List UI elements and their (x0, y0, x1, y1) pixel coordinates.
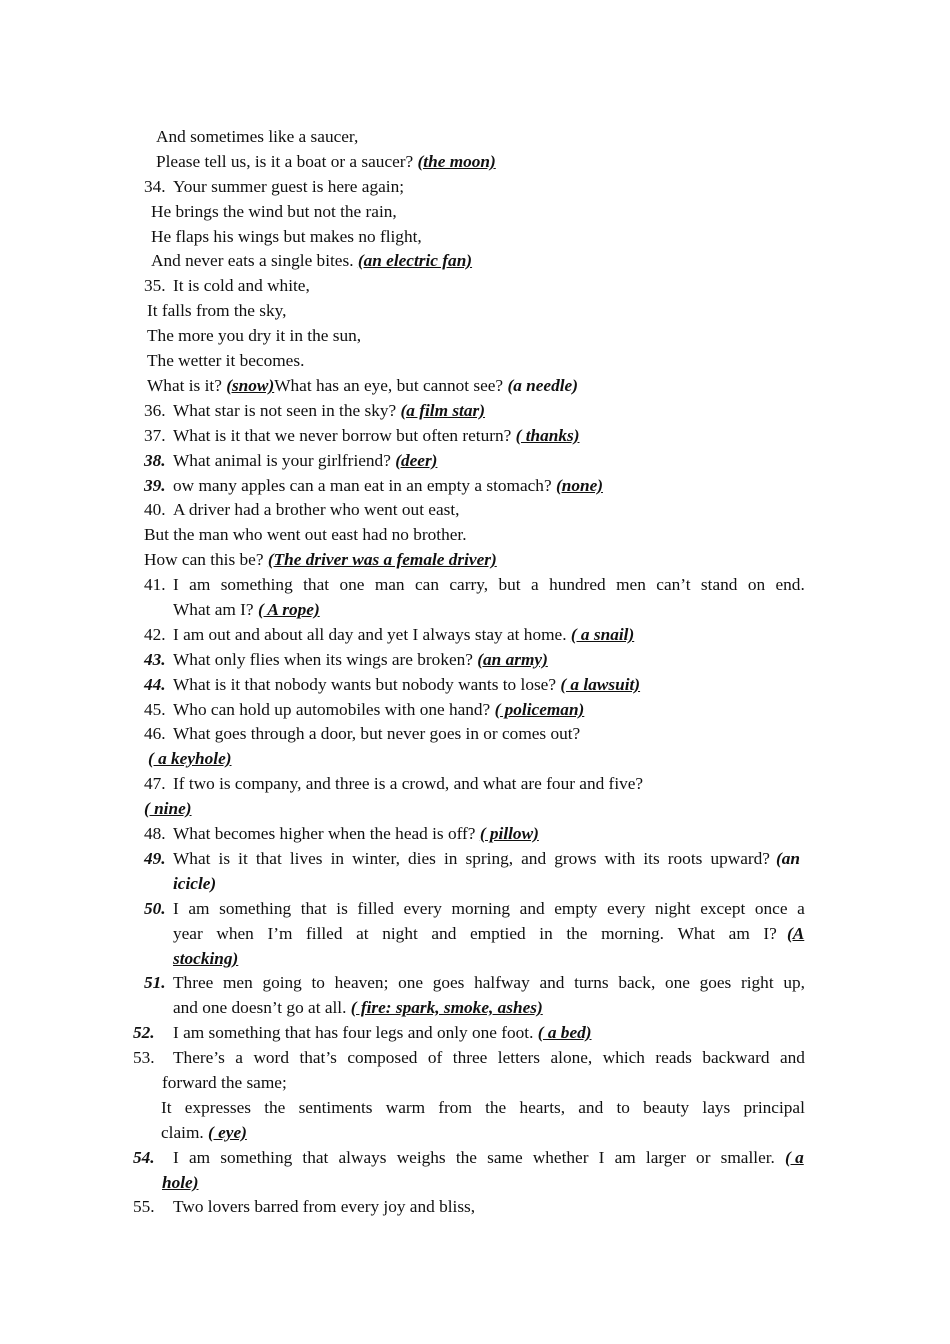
riddle-43: 43. What only flies when its wings are broken? (an army) (144, 650, 548, 669)
riddle-54-answer-part2: hole) (162, 1173, 199, 1192)
word: carry, (449, 575, 489, 594)
word: it (238, 849, 248, 868)
word: halfway (474, 973, 530, 992)
word: that’s (299, 1048, 337, 1067)
riddle-45: 45. Who can hold up automobiles with one hand? ( policeman) (144, 700, 585, 719)
word: something (220, 575, 293, 594)
riddle-54-justified (173, 1145, 775, 1170)
riddle-33-answer: (the moon) (417, 152, 496, 171)
riddle-41-line-2: What am I? ( A rope) (173, 600, 320, 619)
word: am (189, 575, 211, 594)
riddle-34-line-3: He flaps his wings but makes no flight, (151, 227, 422, 246)
word: am (188, 1148, 211, 1167)
word: something (219, 899, 292, 918)
riddle-35-line-4: The wetter it becomes. (147, 351, 305, 370)
riddle-53-justified-1 (173, 1045, 805, 1070)
word: every (403, 899, 442, 918)
word: one (339, 575, 365, 594)
riddle-40-line-2: But the man who went out east had no brother. (144, 525, 467, 544)
word: night (382, 924, 418, 943)
word: men (616, 575, 646, 594)
word: Three (173, 973, 214, 992)
word: am (188, 899, 210, 918)
word: is (218, 849, 231, 868)
riddle-53-answer: ( eye) (208, 1123, 247, 1142)
riddle-53-line-1: 53. There’s a word that’s composed of three letters alone, which reads backward and (0, 1045, 950, 1070)
riddle-47: 47. If two is company, and three is a crowd, and what are four and five? (144, 774, 644, 793)
word: one (664, 973, 690, 992)
word: What (173, 849, 211, 868)
word: a (530, 575, 539, 594)
needle-answer: (a needle) (507, 376, 578, 395)
word: heaven; (334, 973, 389, 992)
riddle-52: 52. I am something that has four legs and only one foot. ( a bed) (133, 1023, 592, 1042)
word: beauty (643, 1098, 690, 1117)
riddle-49-answer-part1: (an (776, 849, 801, 868)
word: weighs (396, 1148, 446, 1167)
word: hundred (549, 575, 606, 594)
word: and (519, 899, 545, 918)
word: What (677, 924, 716, 943)
word: that (300, 899, 327, 918)
word: but (498, 575, 521, 594)
riddle-34-line-2: He brings the wind but not the rain, (151, 202, 397, 221)
word: from (438, 1098, 472, 1117)
word: the (485, 1098, 507, 1117)
word: and (578, 1098, 604, 1117)
word: dies (408, 849, 436, 868)
riddle-35-line-1: 35. It is cold and white, (0, 273, 950, 298)
word: a (797, 899, 805, 918)
riddle-48-answer: ( pillow) (479, 824, 539, 843)
riddle-40-line-1: 40. A driver had a brother who went out east, (144, 500, 460, 519)
riddle-53-line-2: forward the same; (162, 1073, 287, 1092)
word: I’m (267, 924, 293, 943)
word: back, (618, 973, 656, 992)
riddle-34-line-4: And never eats a single bites. (an electric fan) (151, 251, 473, 270)
riddle-42: 42. I am out and about all day and yet I always stay at home. ( a snail) (144, 625, 635, 644)
riddle-35-line-2: It falls from the sky, (147, 301, 287, 320)
word: turns (574, 973, 609, 992)
word: right (740, 973, 774, 992)
riddle-50-line-3 (0, 946, 950, 971)
word: filled (357, 899, 394, 918)
word: spring, (465, 849, 514, 868)
riddle-36-answer: (a film star) (400, 401, 485, 420)
riddle-38-answer: (deer) (395, 451, 438, 470)
riddle-53-line-4: claim. ( eye) (161, 1123, 247, 1142)
word: or (696, 1148, 711, 1167)
word: I? (763, 924, 777, 943)
riddle-51-answer: ( fire: spark, smoke, ashes) (350, 998, 543, 1017)
riddle-51-line-1: 51. Three men going to heaven; one goes halfway and turns back, one goes right up, (0, 970, 950, 995)
word: in (330, 849, 345, 868)
riddle-44-answer: ( a lawsuit) (560, 675, 641, 694)
word: smaller. (720, 1148, 775, 1167)
word: that (302, 1148, 329, 1167)
word: of (427, 1048, 443, 1067)
riddle-54-line-2 (0, 1170, 950, 1195)
riddle-50-line-1: 50. I am something that is filled every morning and empty every night except once a (0, 896, 950, 921)
word: except (700, 899, 746, 918)
word: can (414, 575, 439, 594)
riddle-49-answer-part2: icicle) (173, 874, 217, 893)
riddle-35-line-5: What is it? (snow)What has an eye, but cannot see? (a needle) (147, 376, 578, 395)
word: with (604, 849, 636, 868)
word: I (173, 899, 179, 918)
word: its (643, 849, 660, 868)
word: principal (743, 1098, 805, 1117)
word: goes (432, 973, 465, 992)
word: sentiments (298, 1098, 373, 1117)
word: expresses (184, 1098, 252, 1117)
word: grows (554, 849, 597, 868)
word: to (311, 973, 325, 992)
word: composed (347, 1048, 418, 1067)
riddle-47-answer-line (0, 796, 950, 821)
riddle-49-justified (173, 846, 770, 871)
riddle-51-line-2: and one doesn’t go at all. ( fire: spark, smoke, ashes) (173, 998, 543, 1017)
riddle-39: 39. ow many apples can a man eat in an empty a stomach? (none) (144, 476, 603, 495)
riddle-35-answer: (snow) (226, 376, 275, 395)
word: on (747, 575, 766, 594)
word: am (728, 924, 750, 943)
riddle-37-answer: ( thanks) (515, 426, 580, 445)
riddle-42-answer: ( a snail) (570, 625, 635, 644)
word: same (487, 1148, 523, 1167)
word: empty (554, 899, 598, 918)
word: which (602, 1048, 645, 1067)
word: once (754, 899, 788, 918)
word: always (338, 1148, 387, 1167)
riddle-54-answer-part1: ( a (785, 1148, 804, 1167)
riddle-35-line-3: The more you dry it in the sun, (147, 326, 362, 345)
riddle-50-justified-1 (173, 896, 805, 921)
word: emptied (469, 924, 526, 943)
word: lives (289, 849, 323, 868)
word: end. (775, 575, 805, 594)
word: I (173, 1148, 179, 1167)
word: whether (532, 1148, 589, 1167)
word: year (173, 924, 203, 943)
riddle-39-answer: (none) (555, 476, 603, 495)
riddle-55: 55. Two lovers barred from every joy and bliss, (133, 1197, 476, 1216)
word: I (173, 575, 179, 594)
word: can’t (656, 575, 691, 594)
word: It (161, 1098, 172, 1117)
riddle-47-answer: ( nine) (144, 799, 192, 818)
word: and (521, 849, 547, 868)
word: I (598, 1148, 605, 1167)
word: that (255, 849, 282, 868)
word: roots (667, 849, 703, 868)
riddle-51-justified (173, 970, 805, 995)
riddle-49-line-2 (0, 871, 950, 896)
word: backward (702, 1048, 770, 1067)
riddle-34-line-1: 34. Your summer guest is here again; (0, 174, 950, 199)
word: reads (655, 1048, 692, 1067)
word: one (398, 973, 424, 992)
word: morning. (601, 924, 664, 943)
word: the (566, 924, 588, 943)
riddle-50-answer-part2: stocking) (173, 949, 239, 968)
word: goes (699, 973, 732, 992)
word: winter, (352, 849, 400, 868)
word: something (220, 1148, 293, 1167)
riddle-54-line-1: 54. I am something that always weighs the same whether I am larger or smaller. ( a (0, 1145, 950, 1170)
word: the (455, 1148, 477, 1167)
word: at (356, 924, 369, 943)
riddle-36: 36. What star is not seen in the sky? (a film star) (144, 401, 485, 420)
riddle-41-answer: ( A rope) (257, 600, 320, 619)
word: man (374, 575, 405, 594)
word: and (539, 973, 565, 992)
riddle-40-line-3: How can this be? (The driver was a female driver) (144, 550, 497, 569)
word: that (303, 575, 330, 594)
word: alone, (550, 1048, 593, 1067)
riddle-37: 37. What is it that we never borrow but often return? ( thanks) (144, 426, 580, 445)
riddle-52-answer: ( a bed) (537, 1023, 592, 1042)
riddle-40-answer: (The driver was a female driver) (267, 550, 497, 569)
riddle-35-number: 35. (144, 276, 166, 295)
riddle-50-answer-part1: (A (787, 924, 805, 943)
riddle-34-answer: (an electric fan) (357, 251, 473, 270)
riddle-44: 44. What is it that nobody wants but nobody wants to lose? ( a lawsuit) (144, 675, 641, 694)
word: when (216, 924, 254, 943)
word: every (607, 899, 646, 918)
riddle-41-line-1: 41. I am something that one man can carry, but a hundred men can’t stand on end. (0, 572, 950, 597)
word: a (235, 1048, 243, 1067)
riddle-53-justified-3 (161, 1095, 805, 1120)
riddle-38: 38. What animal is your girlfriend? (deer) (144, 451, 438, 470)
word: stand (700, 575, 738, 594)
riddle-46: 46. What goes through a door, but never goes in or comes out? (144, 724, 581, 743)
riddle-43-answer: (an army) (477, 650, 548, 669)
word: night (655, 899, 691, 918)
word: the (264, 1098, 286, 1117)
riddle-50-justified-2 (173, 921, 777, 946)
riddle-49-line-1: 49. What is it that lives in winter, dies in spring, and grows with its roots upward? (an (0, 846, 950, 871)
word: larger (645, 1148, 686, 1167)
word: going (262, 973, 302, 992)
word: lays (702, 1098, 731, 1117)
riddle-34-number: 34. (144, 177, 166, 196)
riddle-46-answer: ( a keyhole) (148, 749, 232, 768)
word: filled (306, 924, 343, 943)
word: three (452, 1048, 488, 1067)
word: hearts, (519, 1098, 566, 1117)
word: am (614, 1148, 636, 1167)
word: morning (451, 899, 511, 918)
word: to (616, 1098, 630, 1117)
word: men (222, 973, 253, 992)
word: word (253, 1048, 289, 1067)
word: letters (497, 1048, 541, 1067)
word: upward? (710, 849, 770, 868)
word: warm (385, 1098, 426, 1117)
word: in (539, 924, 553, 943)
riddle-46-answer-line (0, 746, 950, 771)
word: and (431, 924, 457, 943)
riddle-48: 48. What becomes higher when the head is off? ( pillow) (144, 824, 539, 843)
word: and (780, 1048, 805, 1067)
word: up, (783, 973, 805, 992)
riddle-33-line-2: Please tell us, is it a boat or a saucer? (the moon) (156, 152, 496, 171)
word: is (336, 899, 348, 918)
riddle-45-answer: ( policeman) (494, 700, 585, 719)
word: in (443, 849, 458, 868)
riddle-41-justified (173, 572, 805, 597)
riddle-53-line-3 (0, 1095, 950, 1120)
word: There’s (173, 1048, 225, 1067)
riddle-33-line-1: And sometimes like a saucer, (156, 127, 359, 146)
riddle-50-line-2 (0, 921, 950, 946)
